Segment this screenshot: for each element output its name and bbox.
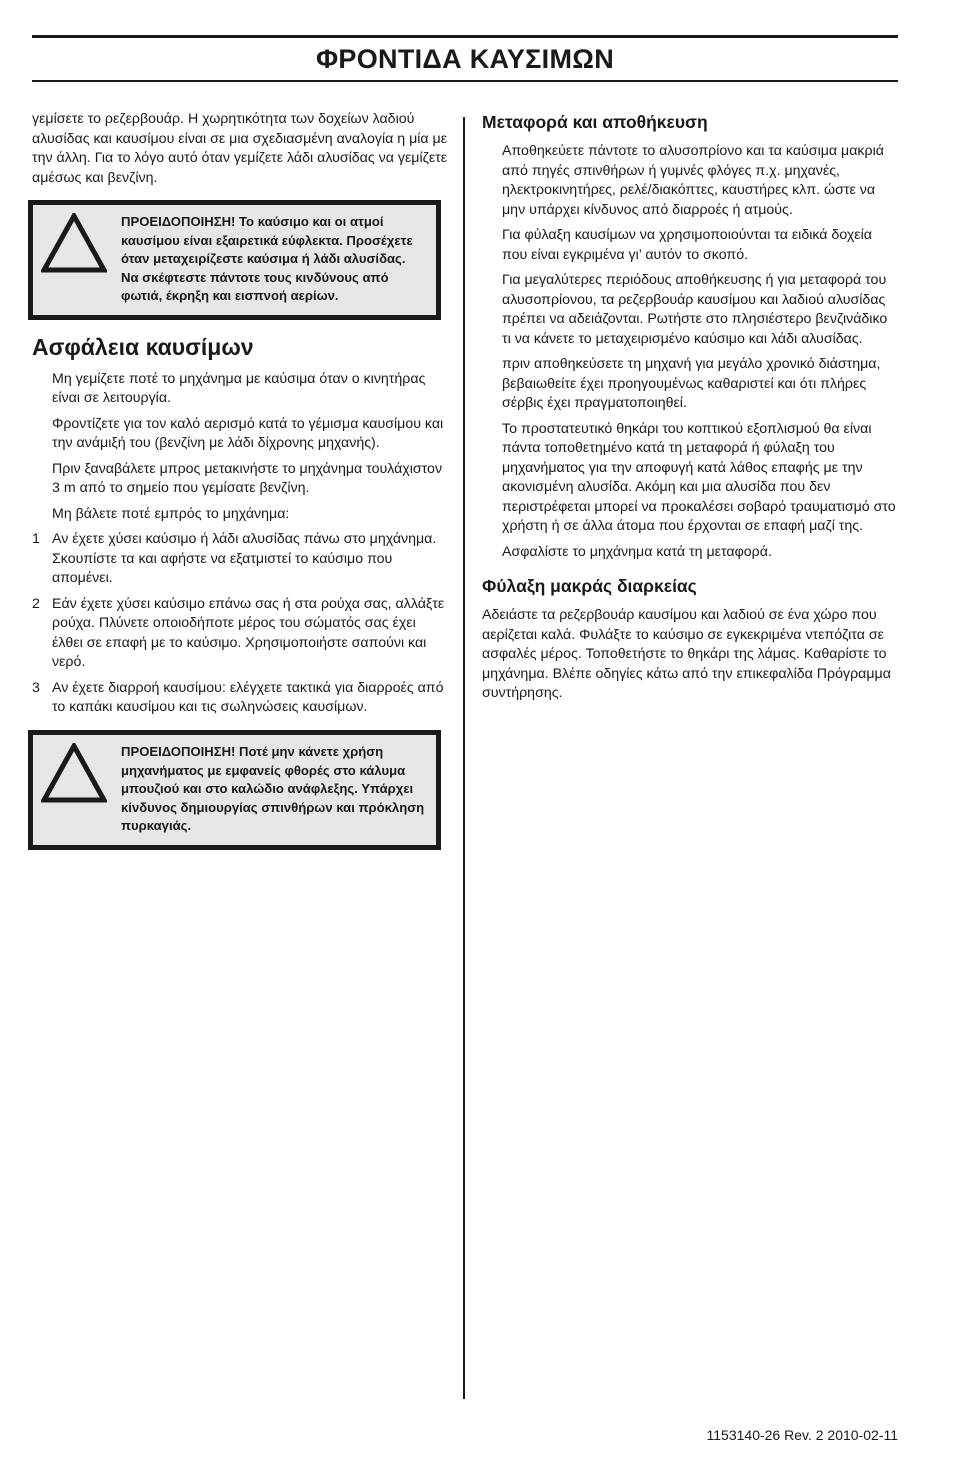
- storage-paragraph-5: Το προστατευτικό θηκάρι του κοπτικού εξοπλισμού θα είναι πάντα τοποθετημένο κατά τη μεταφορά ή φύλαξη του μηχανήματος για την αποφυγή κατά λάθος επαφής με την ακονισμένη αλυσίδα. Ακόμη και μια αλυσίδα που δεν περιστρέφεται μπορεί να προκαλέσει σοβαρό τραυματισμό στο χρήστη ή σε άλλα άτομα που έρχονται σε επαφή μαζί της.: [502, 420, 896, 534]
- header-rule-bottom: [32, 80, 898, 82]
- warning-box-spark-plug: [28, 730, 441, 850]
- document-footer: 1153140-26 Rev. 2 2010-02-11: [706, 1427, 898, 1443]
- warning-text: ΠΡΟΕΙΔΟΠΟΙΗΣΗ! Το καύσιμο και οι ατμοί καυσίμου είναι εξαιρετικά εύφλεκτα. Προσέχετε όταν μεταχειρίζεστε καύσιμα ή λάδι αλυσίδας. Να σκέφτεστε πάντοτε τους κινδύνους από φωτιά, έκρηξη και εισπνοή αερίων.: [121, 214, 413, 304]
- warning-triangle-icon: [41, 213, 107, 273]
- section-heading-fuel-safety: Ασφάλεια καυσίμων: [32, 333, 254, 360]
- storage-paragraph-2: Για φύλαξη καυσίμων να χρησιμοποιούνται τα ειδικά δοχεία που είναι εγκριμένα γι’ αυτόν το σκοπό.: [502, 227, 872, 263]
- section-heading-transport-storage: Μεταφορά και αποθήκευση: [482, 112, 708, 132]
- safety-paragraph-3: Πριν ξαναβάλετε μπρος μετακινήστε το μηχάνημα τουλάχιστον 3 m από το σημείο που γεμίσατε βενζίνη.: [52, 460, 443, 497]
- list-item-number: 1: [32, 531, 40, 548]
- storage-paragraph-3: Για μεγαλύτερες περιόδους αποθήκευσης ή για μεταφορά του αλυσοπρίονου, τα ρεζερβουάρ καυσίμου και λαδιού αλυσίδας πρέπει να αδειάζονται. Ρωτήστε στο πλησιέστερο βενζινάδικο τι να κάνετε το μεταχειρισμένο καύσιμο και λάδι αλυσίδας.: [502, 272, 888, 347]
- right-column: [482, 110, 896, 710]
- column-divider: [463, 117, 465, 1399]
- numbered-list-item: [32, 595, 450, 673]
- warning-box-fuel-flammable: [28, 200, 441, 320]
- list-item-number: 3: [32, 679, 40, 696]
- safety-paragraph-4: Μη βάλετε ποτέ εμπρός το μηχάνημα:: [52, 505, 290, 522]
- warning-text: ΠΡΟΕΙΔΟΠΟΙΗΣΗ! Ποτέ μην κάνετε χρήση μηχανήματος με εμφανείς φθορές στο κάλυμα μπουζιού και στο καλώδιο ανάφλεξης. Υπάρχει κίνδυνος δημιουργίας σπινθήρων και πρόκληση πυρκαγιάς.: [121, 743, 425, 834]
- numbered-list-item: [32, 679, 450, 718]
- storage-paragraph-1: Αποθηκεύετε πάντοτε το αλυσοπρίονο και τα καύσιμα μακριά από πηγές σπινθήρων ή γυμνές φλόγες π.χ. μηχανές, ηλεκτροκινητήρες, ρελέ/διακόπτες, καυστήρες κλπ. ώστε να μην υπάρχει κίνδυνος από διαρροές ή ατμούς.: [502, 143, 884, 218]
- long-term-storage-paragraph: Αδειάστε τα ρεζερβουάρ καυσίμου και λαδιού σε ένα χώρο που αερίζεται καλά. Φυλάξτε το καύσιμο σε εγκεκριμένα ντεπόζιτα σε ασφαλές μέρος. Τοποθετήστε το θηκάρι της λάμας. Καθαρίστε το μηχάνημα. Βλέπε οδηγίες κάτω από την επικεφαλίδα Πρόγραμμα συντήρησης.: [482, 607, 891, 701]
- section-heading-long-term-storage: Φύλαξη μακράς διαρκείας: [482, 576, 697, 596]
- list-item-number: 2: [32, 595, 40, 612]
- list-item-text: Εάν έχετε χύσει καύσιμο επάνω σας ή στα ρούχα σας, αλλάξτε ρούχα. Πλύνετε οποιοδήποτε μέρος του σώματός σας έχει έλθει σε επαφή με το καύσιμο. Χρησιμοποιήστε σαπούνι και νερό.: [52, 595, 445, 671]
- list-item-text: Αν έχετε χύσει καύσιμο ή λάδι αλυσίδας πάνω στο μηχάνημα. Σκουπίστε τα και αφήστε να εξατμιστεί το καύσιμο που απομένει.: [52, 531, 437, 587]
- safety-paragraph-2: Φροντίζετε για τον καλό αερισμό κατά το γέμισμα καυσίμου και την ανάμιξή του (βενζίνη με λάδι δίχρονης μηχανής).: [52, 415, 444, 452]
- safety-paragraph-1: Μη γεμίζετε ποτέ το μηχάνημα με καύσιμα όταν ο κινητήρας είναι σε λειτουργία.: [52, 370, 426, 407]
- intro-paragraph: γεμίσετε το ρεζερβουάρ. Η χωρητικότητα των δοχείων λαδιού αλυσίδας και καυσίμου είναι σε μια σχεδιασμένη αναλογία η μία με την άλλη. Για το λόγο αυτό όταν γεμίζετε λάδι αλυσίδας να γεμίζετε αμέσως και βενζίνη.: [32, 111, 448, 186]
- page-title: ΦΡΟΝΤΙΔΑ ΚΑΥΣΙΜΩΝ: [315, 44, 615, 74]
- list-item-text: Αν έχετε διαρροή καυσίμου: ελέγχετε τακτικά για διαρροές από το καπάκι καυσίμου και τις σωληνώσεις καυσίμων.: [52, 679, 444, 716]
- left-column: [32, 110, 450, 862]
- numbered-list-item: [32, 530, 450, 589]
- storage-paragraph-4: πριν αποθηκεύσετε τη μηχανή για μεγάλο χρονικό διάστημα, βεβαιωθείτε έχει προηγουμένως καθαριστεί και ότι πλήρες σέρβις έχει πραγματοποιηθεί.: [502, 356, 881, 411]
- storage-paragraph-6: Ασφαλίστε το μηχάνημα κατά τη μεταφορά.: [502, 543, 772, 560]
- warning-triangle-icon: [41, 743, 107, 803]
